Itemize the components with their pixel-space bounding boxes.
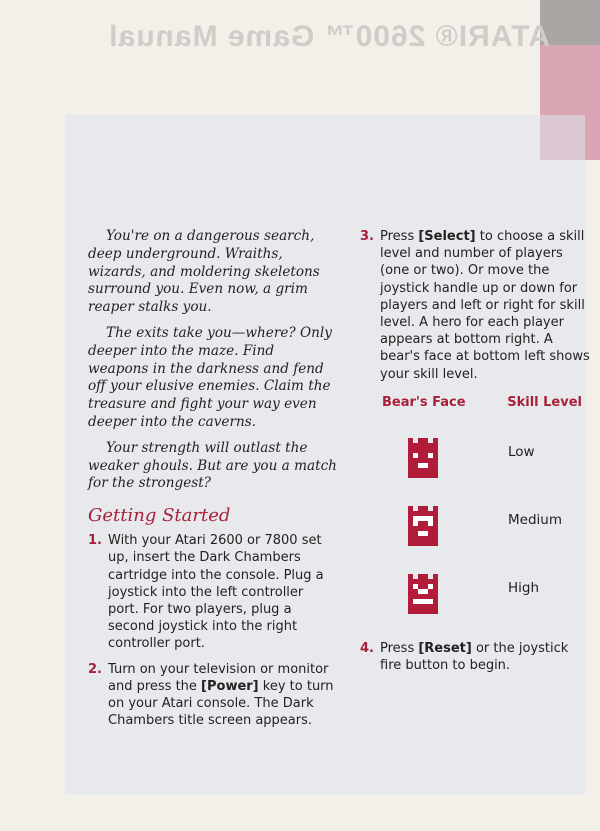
skill-level-column-header: Skill Level — [507, 394, 582, 410]
step-text: With your Atari 2600 or 7800 set up, insert the Dark Chambers cartridge into the console. Plug a joystick into the left controller port. For two players, plug a second joystick into the right controller port. — [108, 533, 324, 652]
bear-face-high-icon — [408, 574, 438, 614]
skill-level-label: Low — [508, 443, 535, 460]
step-keyword: [Select] — [418, 229, 476, 244]
step-2 — [88, 661, 338, 730]
step-3 — [360, 228, 592, 383]
step-1 — [88, 532, 338, 652]
intro-paragraph-2: The exits take you—where? Only deeper into the maze. Find weapons in the darkness and fend off your elusive enemies. Claim the treasure and fight your way even deeper into the caverns. — [88, 324, 332, 430]
left-column — [88, 228, 338, 737]
bleed-through-header: ATARI® 2600™ Game Manual — [108, 20, 550, 53]
skill-level-table — [360, 395, 592, 628]
bear-face-medium-icon — [408, 506, 438, 546]
step-keyword: [Reset] — [418, 640, 472, 656]
step-text: Press — [380, 229, 419, 244]
skill-row-low — [360, 424, 592, 492]
step-text-cont: or the joystick fire button to begin. — [380, 640, 569, 674]
skill-level-label: High — [508, 579, 540, 596]
intro-text — [88, 228, 338, 493]
step-number: 4. — [360, 640, 374, 656]
skill-level-label: Medium — [508, 511, 562, 528]
skill-row-medium — [360, 492, 592, 560]
step-text-cont: to choose a skill level and number of players (one or two). Or move the joystick handle up or down for players and left or right for skill level. A hero for each player appears at bottom right. A bear's face at bottom left shows your skill level. — [380, 229, 590, 382]
step-4 — [360, 640, 592, 674]
step-text: Turn on your television or monitor and press the — [108, 661, 329, 694]
step-keyword: [Power] — [201, 678, 259, 694]
step-number: 3. — [360, 229, 374, 244]
right-column — [360, 228, 592, 682]
bear-face-low-icon — [408, 438, 438, 478]
section-heading: Getting Started — [88, 505, 231, 527]
step-text: Press — [380, 640, 419, 656]
skill-row-high — [360, 560, 592, 628]
step-number: 2. — [88, 661, 102, 677]
bears-face-column-header: Bear's Face — [382, 394, 466, 410]
intro-paragraph-3: Your strength will outlast the weaker ghouls. But are you a match for the strongest? — [88, 439, 337, 492]
intro-paragraph-1: You're on a dangerous search, deep underground. Wraiths, wizards, and moldering skeletons surround you. Even now, a grim reaper stalks you. — [88, 228, 320, 316]
step-number: 1. — [88, 533, 102, 549]
skill-table-header — [360, 395, 592, 410]
step-text-cont: key to turn on your Atari console. The Dark Chambers title screen appears. — [108, 678, 334, 729]
